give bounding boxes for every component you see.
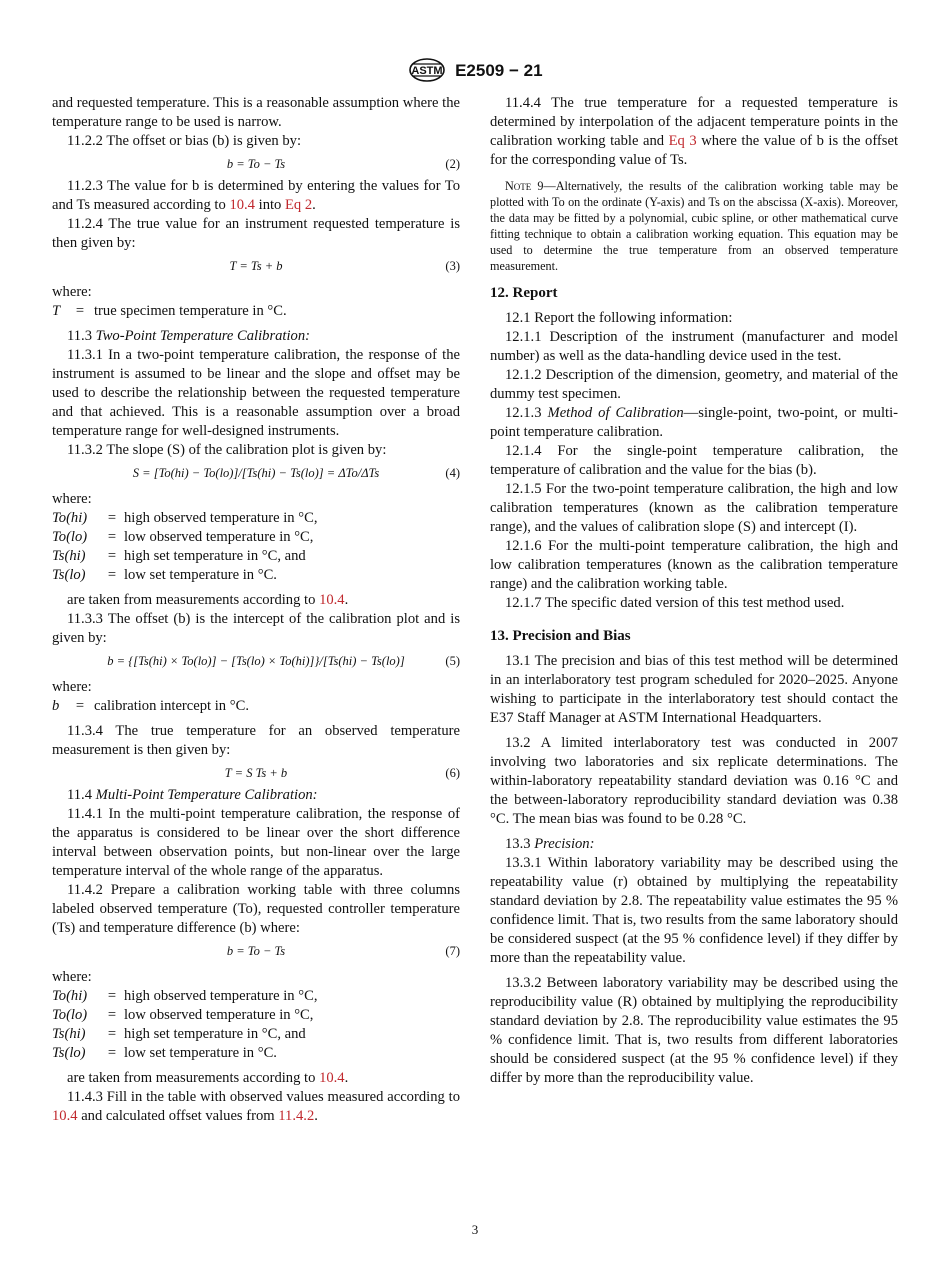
text: where the value of b is the offset for the corresponding value of Ts. xyxy=(490,133,899,168)
paragraph-12-1-1: 12.1.1 Description of the instrument (manufacturer and model number) as well as the data-handling device used in the test. xyxy=(490,329,898,364)
definition-row: Ts(lo) = low set temperature in °C. xyxy=(52,1045,277,1061)
paragraph-11-3-3: 11.3.3 The offset (b) is the intercept of the calibration plot and is given by: xyxy=(52,611,460,646)
paragraph-11-3-2: 11.3.2 The slope (S) of the calibration plot is given by: xyxy=(67,442,387,458)
definition-symbol: To(hi) xyxy=(52,510,88,526)
paragraph-11-3-4: 11.3.4 The true temperature for an observed temperature measurement is then given by: xyxy=(52,723,460,758)
note-label: Note 9 xyxy=(505,179,544,193)
equation-7 xyxy=(52,940,460,962)
paragraph-13-3-1: 13.3.1 Within laboratory variability may be described using the repeatability value (r) obtained by multiplying the repeatability standard deviation by 2.8. The repeatability value estimates the 95 % confidence limit. That is, two results from the same laboratory should be considered suspect (at the 95 % confidence level) if they differ by more than the repeatability value. xyxy=(490,855,898,966)
section-heading-12: 12. Report xyxy=(490,285,558,301)
equation-number: (2) xyxy=(445,157,460,171)
section-title: Two-Point Temperature Calibration: xyxy=(95,328,310,344)
definition-symbol: Ts(hi) xyxy=(52,548,86,564)
definition-symbol: To(lo) xyxy=(52,529,88,545)
section-link[interactable]: 10.4 xyxy=(52,1108,78,1124)
equation-text: b = To − Ts xyxy=(226,944,286,958)
definition-row: Ts(lo) = low set temperature in °C. xyxy=(52,567,277,583)
section-link[interactable]: 10.4 xyxy=(319,592,345,608)
paragraph-13-2: 13.2 A limited interlaboratory test was conducted in 2007 involving two laboratories and six replicate determinations. The within-laboratory repeatability standard deviation was 0.16 °C and the between-laboratory reproducibility standard deviation was 0.38 °C. The mean bias was found to be 0.28 °C. xyxy=(490,735,898,827)
definition-row: Ts(hi) = high set temperature in °C, and xyxy=(52,548,306,564)
equation-2 xyxy=(52,153,460,175)
definition-text: high observed temperature in °C, xyxy=(124,510,318,526)
section-number: 12.1.3 xyxy=(505,405,542,421)
where-label: where: xyxy=(52,679,92,695)
equation-text: b = To − Ts xyxy=(226,157,286,171)
left-column xyxy=(52,94,460,1126)
text: —single-point, two-point, or multi-point temperature calibration. xyxy=(490,405,898,440)
definition-row: b = calibration intercept in °C. xyxy=(52,698,249,714)
astm-logo-icon xyxy=(407,56,447,84)
definition-row: To(hi) = high observed temperature in °C, xyxy=(52,510,318,526)
equation-text: S = [To(hi) − To(lo)]/[Ts(hi) − Ts(lo)] = ΔTo/ΔTs xyxy=(132,466,380,480)
paragraph-11-2-3: 11.2.3 The value for b is determined by entering the values for To and Ts measured according to 10.4 into Eq 2. xyxy=(52,178,460,213)
paragraph: and requested temperature. This is a reasonable assumption where the temperature range to be used is narrow. xyxy=(52,95,460,130)
definition-text: low observed temperature in °C, xyxy=(124,1007,314,1023)
text: and calculated offset values from xyxy=(81,1108,275,1124)
definition-symbol: T xyxy=(52,303,61,319)
definition-text: true specimen temperature in °C. xyxy=(94,303,287,319)
paragraph-12-1-4: 12.1.4 For the single-point temperature calibration, the temperature of calibration and the value for the bias (b). xyxy=(490,443,898,478)
definition-symbol: Ts(lo) xyxy=(52,1045,86,1061)
definition-text: low observed temperature in °C, xyxy=(124,529,314,545)
paragraph-12-1-7: 12.1.7 The specific dated version of this test method used. xyxy=(505,595,845,611)
equation-number: (7) xyxy=(445,944,460,958)
definition-symbol: b xyxy=(52,698,60,714)
heading-13-3 xyxy=(490,835,898,854)
paragraph-11-4-3: 11.4.3 Fill in the table with observed values measured according to 10.4 and calculated offset values from 11.4.2. xyxy=(52,1089,460,1124)
standard-designation: E2509 − 21 xyxy=(455,60,543,80)
section-title: Multi-Point Temperature Calibration: xyxy=(95,787,318,803)
paragraph-12-1-2: 12.1.2 Description of the dimension, geometry, and material of the dummy test specimen. xyxy=(490,367,898,402)
paragraph-12-1-5: 12.1.5 For the two-point temperature calibration, the high and low calibration temperatures (known as the calibration temperature range), and the values of calibration slope (S) and intercept (I). xyxy=(490,481,898,535)
definition-symbol: Ts(hi) xyxy=(52,1026,86,1042)
equation-number: (5) xyxy=(445,654,460,668)
definition-row: T = true specimen temperature in °C. xyxy=(52,303,287,319)
definition-text: low set temperature in °C. xyxy=(124,567,277,583)
section-link[interactable]: 11.4.2 xyxy=(278,1108,315,1124)
paragraph-11-4-4 xyxy=(490,94,898,170)
paragraph-12-1: 12.1 Report the following information: xyxy=(505,310,733,326)
note-text: —Alternatively, the results of the calibration working table may be plotted with To on the ordinate (Y-axis) and Ts on the abscissa (X-axis). Moreover, the data may be fitted by a polynomial, cubic spline, or other mathematical curve fitting technique to obtain a calibration working equation. This equation may be used to determine the true temperature from an observed temperature measurement. xyxy=(490,179,898,273)
paragraph-12-1-3 xyxy=(490,404,898,442)
page-number: 3 xyxy=(471,1222,479,1237)
definition-text: low set temperature in °C. xyxy=(124,1045,277,1061)
right-column xyxy=(490,94,898,1088)
text: are taken from measurements according to xyxy=(67,1070,316,1086)
heading-11-3 xyxy=(52,327,460,346)
equation-text: b = {[Ts(hi) × To(lo)] − [Ts(lo) × To(hi)]}/[Ts(hi) − Ts(lo)] xyxy=(107,654,405,668)
equation-number: (3) xyxy=(445,259,460,273)
heading-11-4 xyxy=(52,786,460,805)
svg-text:ASTM: ASTM xyxy=(411,65,444,77)
section-link[interactable]: 10.4 xyxy=(229,197,255,213)
definition-symbol: To(hi) xyxy=(52,988,88,1004)
equation-text: T = Ts + b xyxy=(229,259,283,273)
paragraph-11-2-4: 11.2.4 The true value for an instrument requested temperature is then given by: xyxy=(52,216,460,251)
definition-text: high set temperature in °C, and xyxy=(124,548,306,564)
where-label: where: xyxy=(52,284,92,300)
text: 11.4.3 Fill in the table with observed values measured according to xyxy=(67,1089,460,1105)
paragraph-13-3-2: 13.3.2 Between laboratory variability may be described using the reproducibility value (R) obtained by multiplying the reproducibility standard deviation by 2.8. The reproducibility value estimates the 95 % confidence limit. That is, two results from different laboratories should be considered suspect (at the 95 % confidence level) if they differ by more than the reproducibility value. xyxy=(490,975,898,1086)
section-number: 13.3 xyxy=(505,836,531,852)
text: 11.2.3 The value for b is determined by entering the values for To and Ts measured according to xyxy=(52,178,460,213)
text: are taken from measurements according to xyxy=(67,592,316,608)
equation-6 xyxy=(52,762,460,784)
definition-row: To(lo) = low observed temperature in °C, xyxy=(52,529,314,545)
section-heading-13: 13. Precision and Bias xyxy=(490,628,631,644)
paragraph-11-4-2: 11.4.2 Prepare a calibration working table with three columns labeled observed temperature (To), requested controller temperature (Ts) and temperature difference (b) where: xyxy=(52,882,460,936)
section-link[interactable]: 10.4 xyxy=(319,1070,345,1086)
definition-text: calibration intercept in °C. xyxy=(94,698,249,714)
definition-text: high set temperature in °C, and xyxy=(124,1026,306,1042)
definition-symbol: To(lo) xyxy=(52,1007,88,1023)
definition-text: high observed temperature in °C, xyxy=(124,988,318,1004)
equation-3 xyxy=(52,255,460,277)
definition-row: To(hi) = high observed temperature in °C, xyxy=(52,988,318,1004)
section-title: Method of Calibration xyxy=(547,405,684,421)
equation-5 xyxy=(52,650,460,672)
equation-number: (6) xyxy=(445,766,460,780)
paragraph-11-3-1: 11.3.1 In a two-point temperature calibration, the response of the instrument is assumed to be linear and the slope and offset may be used to describe the relationship between the requested temperature and that achieved. This is a reasonable assumption over a broad temperature range for well-designed instruments. xyxy=(52,347,460,439)
text: 11.4.4 The true temperature for a requested temperature is determined by interpolation of the adjacent temperature points in the calibration working table and xyxy=(490,95,898,149)
note-9 xyxy=(490,178,898,274)
equation-link[interactable]: Eq 3 xyxy=(668,133,697,149)
paragraph-11-4-1: 11.4.1 In the multi-point temperature calibration, the response of the apparatus is considered to be linear over the short difference interval between observation points, but non-linear over the large temperature interval of the whole range of the apparatus. xyxy=(52,806,460,879)
page-header xyxy=(0,56,950,84)
paragraph-11-2-2: 11.2.2 The offset or bias (b) is given by: xyxy=(67,133,302,149)
paragraph: are taken from measurements according to 10.4. xyxy=(67,592,349,608)
equation-text: T = S Ts + b xyxy=(224,766,288,780)
definition-symbol: Ts(lo) xyxy=(52,567,86,583)
definition-row: Ts(hi) = high set temperature in °C, and xyxy=(52,1026,306,1042)
section-number: 11.3 xyxy=(67,328,92,344)
equation-number: (4) xyxy=(445,466,460,480)
paragraph-13-1: 13.1 The precision and bias of this test method will be determined in an interlaboratory test program scheduled for 2020–2025. Anyone wishing to participate in the interlaboratory test should contact the E37 Staff Manager at ASTM International Headquarters. xyxy=(490,653,898,726)
where-label: where: xyxy=(52,491,92,507)
definition-row: To(lo) = low observed temperature in °C, xyxy=(52,1007,314,1023)
paragraph: are taken from measurements according to 10.4. xyxy=(67,1070,349,1086)
paragraph-12-1-6: 12.1.6 For the multi-point temperature calibration, the high and low calibration temperatures (known as the calibration temperature range) and the calibration working table. xyxy=(490,538,898,592)
section-number: 11.4 xyxy=(67,787,92,803)
equation-4 xyxy=(52,462,460,484)
where-label: where: xyxy=(52,969,92,985)
text: into xyxy=(258,197,282,213)
section-title: Precision: xyxy=(534,836,595,852)
equation-link[interactable]: Eq 2 xyxy=(285,197,313,213)
